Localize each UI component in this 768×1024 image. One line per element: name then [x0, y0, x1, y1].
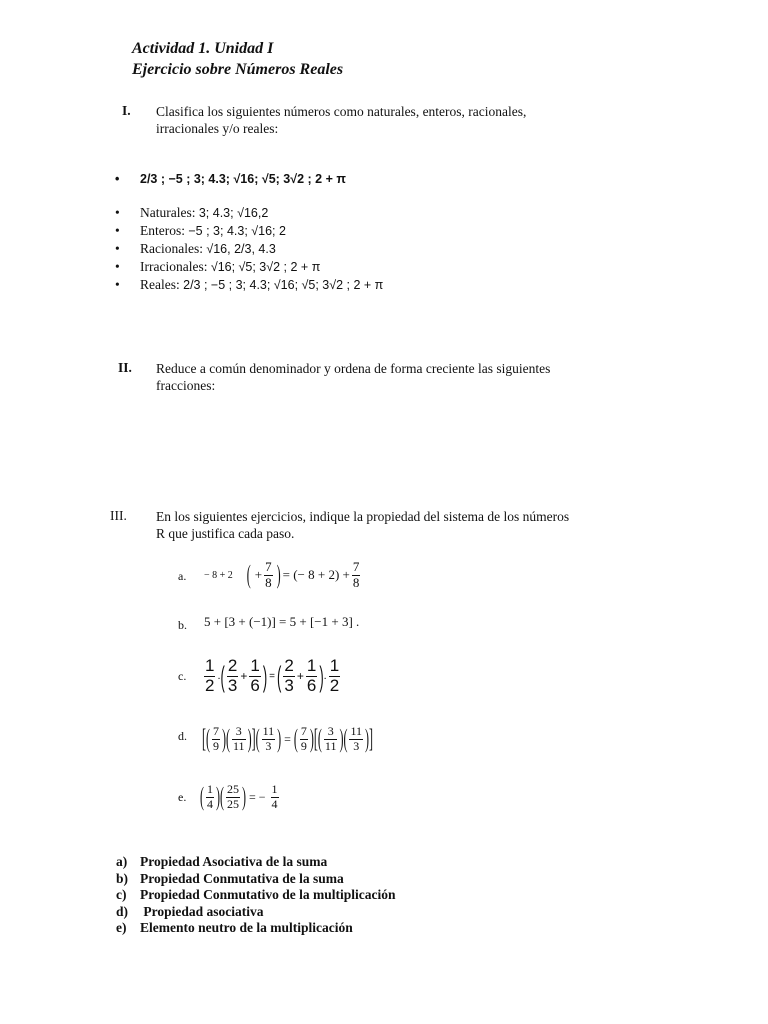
- close-paren-icon: ): [319, 659, 324, 693]
- bullet-icon: •: [115, 277, 120, 292]
- section-2-prompt: [156, 360, 656, 394]
- open-bracket-icon: [: [313, 722, 318, 754]
- classification-values: 3; 4.3; √16,2: [198, 206, 269, 220]
- open-paren-icon: (: [246, 558, 251, 590]
- close-paren-icon: ): [262, 659, 268, 693]
- open-bracket-icon: [: [202, 722, 206, 754]
- exercise-a-label: a.: [178, 569, 187, 583]
- classification-label: Reales:: [140, 277, 184, 292]
- bullet-icon: •: [115, 241, 120, 256]
- open-paren-icon: (: [220, 780, 224, 812]
- close-paren-icon: ): [216, 780, 220, 812]
- exercise-e-fraction: 1 4: [271, 782, 278, 811]
- section-1-prompt-line-1: Clasifica los siguientes números como naturales, enteros, racionales,: [156, 104, 527, 119]
- section-1-prompt-line-2: irracionales y/o reales:: [156, 121, 279, 136]
- exercise-c-fraction: 2 3: [227, 655, 238, 695]
- section-1-numeral: I.: [122, 103, 131, 118]
- classification-values: −5 ; 3; 4.3; √16; 2: [188, 224, 286, 238]
- given-numbers-text: 2/3 ; −5 ; 3; 4.3; √16; √5; 3√2 ; 2 + π: [140, 172, 346, 186]
- close-paren-icon: ): [276, 558, 281, 590]
- open-paren-icon: (: [255, 722, 260, 754]
- exercise-c-fraction: 1 6: [306, 655, 317, 695]
- classification-label: Irracionales:: [140, 259, 211, 274]
- answers-list: [116, 854, 396, 937]
- section-3-prompt-line-2: R que justifica cada paso.: [156, 526, 295, 541]
- open-paren-icon: (: [343, 722, 348, 754]
- exercise-d-fraction: 3 11: [233, 724, 245, 753]
- exercise-c-fraction: 1 2: [205, 655, 215, 695]
- exercise-e-label: e.: [178, 790, 187, 804]
- list-item: [115, 222, 383, 240]
- classification-values: 2/3 ; −5 ; 3; 4.3; √16; √5; 3√2 ; 2 + π: [183, 278, 384, 292]
- list-item: e) Elemento neutro de la multiplicación: [116, 920, 353, 935]
- exercise-d-label: d.: [178, 729, 187, 743]
- exercise-e-fraction: 25 25: [227, 782, 239, 811]
- close-paren-icon: ): [242, 780, 246, 812]
- list-item: b) Propiedad Conmutativa de la suma: [116, 870, 344, 886]
- bullet-icon: •: [115, 223, 120, 238]
- open-paren-icon: (: [317, 722, 322, 754]
- classification-list: [115, 204, 384, 294]
- exercise-a-fraction: 7 8: [265, 559, 272, 590]
- close-paren-icon: ): [339, 722, 344, 754]
- section-3-numeral: III.: [110, 508, 127, 523]
- exercise-b-label: b.: [178, 618, 187, 632]
- exercise-c-expression: 1 2 . ( 2 3 + 1 6 ) = ( 2 3 + 1 6 ) . 1 2: [205, 655, 340, 695]
- close-bracket-icon: ]: [369, 722, 374, 754]
- section-2-numeral: II.: [118, 360, 132, 375]
- title-line-1: Actividad 1. Unidad I: [132, 40, 274, 57]
- exercise-c-fraction: 1 6: [250, 655, 260, 695]
- title-line-2: Ejercicio sobre Números Reales: [132, 61, 344, 78]
- exercise-e-fraction: 1 4: [207, 782, 213, 811]
- list-item: [115, 276, 384, 294]
- bullet-icon: •: [115, 205, 120, 220]
- open-paren-icon: (: [206, 722, 210, 754]
- classification-label: Enteros:: [140, 223, 189, 238]
- close-paren-icon: ): [365, 722, 370, 754]
- given-numbers: [115, 170, 346, 188]
- close-paren-icon: ): [277, 722, 282, 754]
- exercise-d-fraction: 7 9: [213, 724, 219, 753]
- classification-values: √16; √5; 3√2 ; 2 + π: [210, 260, 321, 274]
- exercise-c-fraction: 2 3: [284, 655, 294, 695]
- close-bracket-icon: ]: [251, 722, 256, 754]
- list-item: c) Propiedad Conmutativo de la multiplicación: [116, 887, 396, 902]
- close-paren-icon: ): [222, 722, 226, 754]
- list-item: a) Propiedad Asociativa de la suma: [116, 854, 328, 869]
- close-paren-icon: ): [309, 722, 314, 754]
- exercise-d-expression: [ ( 7 9 ) ( 3 11 ) ] ( 11 3 ) = ( 7 9 ) [ ( 3 11 ) ( 11 3 ) ]: [202, 714, 373, 764]
- exercise-a-right: = (− 8 + 2) +: [282, 567, 350, 582]
- exercise-e-expression: ( 1 4 ) ( 25 25 ) = − 1 4: [200, 774, 281, 820]
- list-item: [115, 258, 383, 276]
- bullet-icon: •: [115, 172, 120, 186]
- exercise-a-left: − 8 + 2: [204, 569, 233, 581]
- section-3-prompt: [156, 508, 656, 542]
- close-paren-icon: ): [247, 722, 252, 754]
- section-1-prompt: [156, 103, 656, 137]
- list-item: [115, 204, 383, 222]
- list-item: d) Propiedad asociativa: [116, 903, 264, 919]
- exercise-d-fraction: 3 11: [324, 724, 337, 753]
- exercise-d-fraction: 11 3: [262, 724, 275, 753]
- classification-label: Naturales:: [140, 205, 199, 220]
- open-paren-icon: (: [226, 722, 230, 754]
- classification-values: √16, 2/3, 4.3: [206, 242, 276, 256]
- open-paren-icon: (: [220, 659, 225, 693]
- classification-label: Racionales:: [140, 241, 207, 256]
- exercise-c-label: c.: [178, 669, 187, 683]
- open-paren-icon: (: [277, 659, 282, 693]
- exercise-d-fraction: 11 3: [350, 724, 363, 753]
- exercise-d-fraction: 7 9: [300, 724, 307, 753]
- section-2-prompt-line-1: Reduce a común denominador y ordena de forma creciente las siguientes: [156, 361, 551, 376]
- section-2-prompt-line-2: fracciones:: [156, 378, 216, 393]
- section-3-prompt-line-1: En los siguientes ejercicios, indique la propiedad del sistema de los números: [156, 509, 570, 524]
- open-paren-icon: (: [200, 780, 204, 812]
- exercise-a-fraction-2: 7 8: [352, 559, 360, 590]
- exercise-a-expression: − 8 + 2 ( + 7 8 ) = (− 8 + 2) + 7 8: [204, 558, 360, 590]
- list-item: [115, 240, 383, 258]
- bullet-icon: •: [115, 259, 120, 274]
- exercise-b-expression: 5 + [3 + (−1)] = 5 + [−1 + 3] .: [204, 614, 360, 629]
- exercise-c-fraction: 1 2: [329, 655, 340, 695]
- open-paren-icon: (: [293, 722, 298, 754]
